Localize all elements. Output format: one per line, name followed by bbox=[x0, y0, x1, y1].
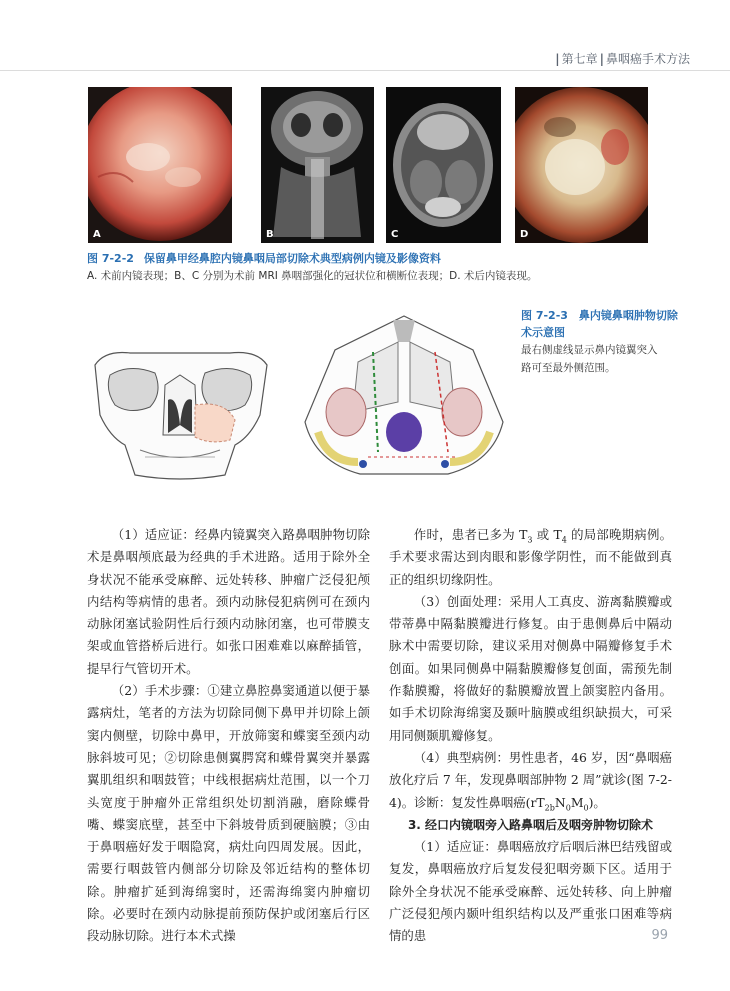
panel-letter-d: D bbox=[520, 229, 529, 240]
figure-7-2-3-desc-line2: 路可至最外侧范围。 bbox=[521, 362, 616, 374]
figure-7-2-3-desc-line1: 最右侧虚线显示鼻内镜翼突入 bbox=[521, 344, 658, 356]
text-column-right bbox=[389, 524, 672, 948]
figure-panel-c-mri-axial bbox=[386, 87, 501, 243]
chapter-title: 鼻咽癌手术方法 bbox=[605, 52, 690, 66]
running-header: | 第七章 | 鼻咽癌手术方法 bbox=[555, 52, 690, 66]
nasal-cavity-schematic bbox=[298, 312, 510, 480]
figure-number: 图 7-2-2 bbox=[87, 252, 134, 265]
paragraph-continuation: 作时，患者已多为 $T_3$ 或 $T_4$ 的局部晚期病例。手术要求需达到肉眼和影像学阴性，而不能做到真正的组织切缘阴性。 bbox=[389, 527, 672, 587]
panel-letter-b: B bbox=[266, 229, 274, 240]
figure-7-2-2-title bbox=[87, 250, 657, 266]
section-heading: 3. 经口内镜咽旁入路鼻咽后及咽旁肿物切除术 bbox=[407, 817, 654, 832]
header-rule bbox=[0, 70, 730, 71]
page-number: 99 bbox=[651, 928, 668, 943]
figure-title-text: 保留鼻甲经鼻腔内镜鼻咽局部切除术典型病例内镜及影像资料 bbox=[143, 252, 441, 265]
figure-7-2-2-caption: A. 术前内镜表现；B、C 分别为术前 MRI 鼻咽部强化的冠状位和横断位表现；D. 术后内镜表现。 bbox=[87, 270, 538, 282]
figure-panel-d-endoscopic-postop bbox=[515, 87, 648, 243]
figure-7-2-3-title-line1: 图 7-2-3 鼻内镜鼻咽肿物切除 bbox=[521, 309, 678, 322]
figure-7-2-3-caption bbox=[521, 307, 681, 377]
figure-panel-b-mri-coronal bbox=[261, 87, 374, 243]
paragraph-wound-management: （3）创面处理：采用人工真皮、游离黏膜瓣或带蒂鼻中隔黏膜瓣进行修复。由于患侧鼻后中隔动脉术中需要切除，建议采用对侧鼻中隔瓣修复手术创面。如果同侧鼻中隔黏膜瓣修复创面，需预先制作黏膜瓣，将做好的黏膜瓣放置上颌窦腔内备用。如手术切除海绵窦及颞叶脑膜或组织缺损大，可采用同侧颞肌瓣修复。 bbox=[389, 593, 672, 743]
text-column-left bbox=[87, 524, 370, 948]
paragraph-procedure-steps: （2）手术步骤：①建立鼻腔鼻窦通道以便于暴露病灶，笔者的方法为切除同侧下鼻甲并切除上颌窦内侧壁，切除中鼻甲，开放筛窦和蝶窦至颈内动脉斜坡可见；②切除患侧翼腭窝和蝶骨翼突并暴露翼肌组织和咽鼓管；中线根据病灶范围，以一个刀头宽度于肿瘤外正常组织处切割消融，磨除蝶骨嘴、蝶窦底壁，甚至中下斜坡骨质到硬脑膜；③由于鼻咽癌好发于咽隐窝，病灶向四周发展。因此，需要行咽鼓管内侧部分切除及邻近结构的整体切除。肿瘤扩延到海绵窦时，还需海绵窦内肿瘤切除。必要时在颈内动脉提前预防保护或闭塞后行区段动脉切除。进行本术式操 bbox=[87, 683, 370, 944]
paragraph-indications: （1）适应证：经鼻内镜翼突入路鼻咽肿物切除术是鼻咽颅底最为经典的手术进路。适用于除外全身状况不能承受麻醉、远处转移、肿瘤广泛侵犯颅内结构等病情的患者。颈内动脉侵犯病例可在颈内动脉闭塞试验阴性后行颈内动脉闭塞，也可带膜支架或血管搭桥后进行。如张口困难难以麻醉插管，提早行气管切开术。 bbox=[87, 527, 370, 676]
figure-7-2-3-title-line2: 术示意图 bbox=[521, 326, 565, 339]
panel-letter-c: C bbox=[391, 229, 399, 240]
paragraph-indications-transoral: （1）适应证：鼻咽癌放疗后咽后淋巴结残留或复发，鼻咽癌放疗后复发侵犯咽旁颞下区。适用于除外全身状况不能承受麻醉、远处转移、向上肿瘤广泛侵犯颅内颞叶组织结构以及严重张口困难等病情的患 bbox=[389, 839, 672, 944]
panel-letter-a: A bbox=[93, 229, 101, 240]
skull-illustration bbox=[85, 345, 275, 485]
paragraph-typical-case: （4）典型病例：男性患者，46 岁，因“鼻咽癌放化疗后 7 年，发现鼻咽部肿物 2 周”就诊(图 7-2-4)。诊断：复发性鼻咽癌$(rT_{2b}N_0M_0)$。 bbox=[389, 749, 672, 813]
chapter-label: 第七章 bbox=[561, 52, 598, 66]
figure-panel-a-endoscopic-preop bbox=[88, 87, 232, 243]
